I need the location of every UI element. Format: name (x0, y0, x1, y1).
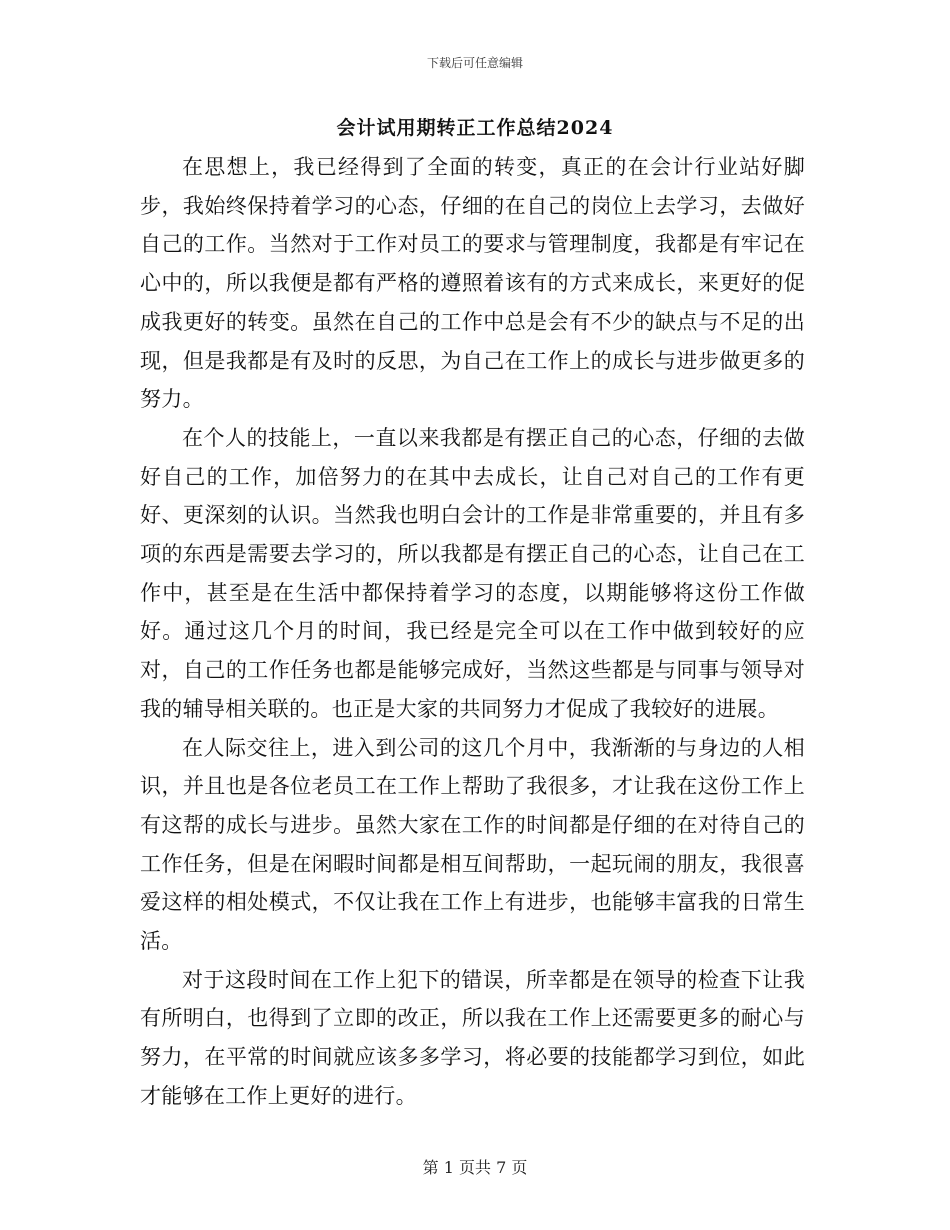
paragraph-mistakes: 对于这段时间在工作上犯下的错误，所幸都是在领导的检查下让我有所明白，也得到了立即的改正，所以我在工作上还需要更多的耐心与努力，在平常的时间就应该多多学习，将必要的技能都学习到位，如此才能够在工作上更好的进行。 (140, 967, 805, 1108)
paragraph-thinking: 在思想上，我已经得到了全面的转变，真正的在会计行业站好脚步，我始终保持着学习的心态，仔细的在自己的岗位上去学习，去做好自己的工作。当然对于工作对员工的要求与管理制度，我都是有牢记在心中的，所以我便是都有严格的遵照着该有的方式来成长，来更好的促成我更好的转变。虽然在自己的工作中总是会有不少的缺点与不足的出现，但是我都是有及时的反思，为自己在工作上的成长与进步做更多的努力。 (140, 155, 805, 412)
paragraph-skills: 在个人的技能上，一直以来我都是有摆正自己的心态，仔细的去做好自己的工作，加倍努力的在其中去成长，让自己对自己的工作有更好、更深刻的认识。当然我也明白会计的工作是非常重要的，并且有多项的东西是需要去学习的，所以我都是有摆正自己的心态，让自己在工作中，甚至是在生活中都保持着学习的态度，以期能够将这份工作做好。通过这几个月的时间，我已经是完全可以在工作中做到较好的应对，自己的工作任务也都是能够完成好，当然这些都是与同事与领导对我的辅导相关联的。也正是大家的共同努力才促成了我较好的进展。 (140, 425, 805, 721)
document-body (140, 148, 805, 1116)
page-number-footer: 第 1 页共 7 页 (422, 1158, 528, 1177)
header-note: 下载后可任意编辑 (426, 56, 523, 70)
paragraph-relationships: 在人际交往上，进入到公司的这几个月中，我渐渐的与身边的人相识，并且也是各位老员工在工作上帮助了我很多，才让我在这份工作上有这帮的成长与进步。虽然大家在工作的时间都是仔细的在对待自己的工作任务，但是在闲暇时间都是相互间帮助，一起玩闹的朋友，我很喜爱这样的相处模式，不仅让我在工作上有进步，也能够丰富我的日常生活。 (140, 735, 805, 954)
document-title: 会计试用期转正工作总结2024 (336, 117, 614, 139)
